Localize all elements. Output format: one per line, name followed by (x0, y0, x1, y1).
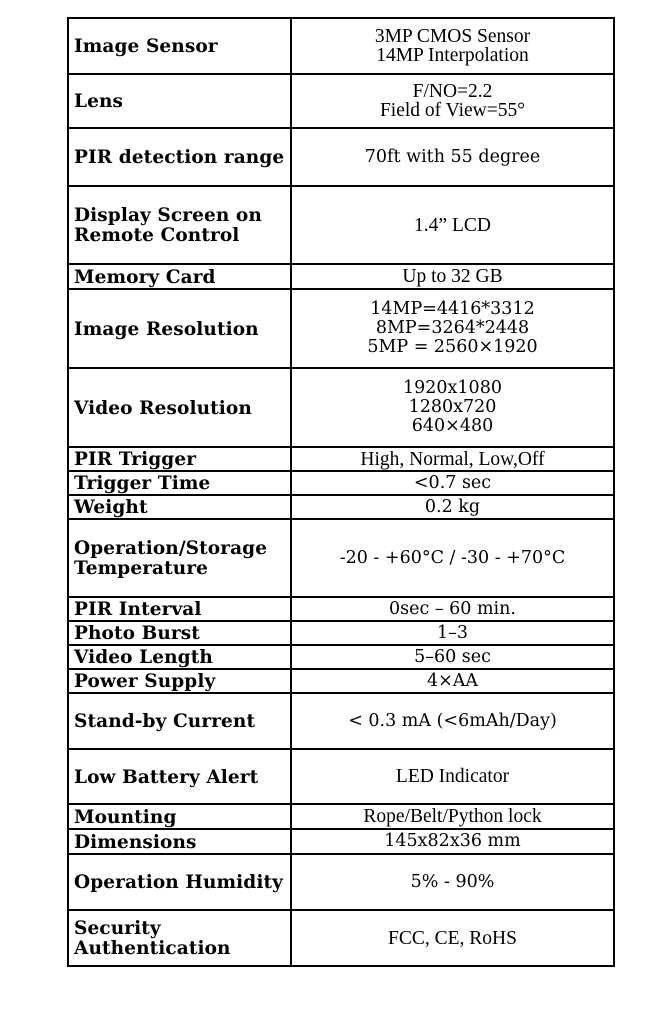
spec-row-video-length (68, 645, 614, 669)
spec-value: 5–60 sec (291, 645, 614, 669)
spec-value: Rope/Belt/Python lock (291, 804, 614, 829)
spec-value: FCC, CE, RoHS (291, 910, 614, 966)
spec-label: Memory Card (68, 264, 291, 289)
spec-value: < 0.3 mA (<6mAh/Day) (291, 693, 614, 749)
spec-label: Operation Humidity (68, 854, 291, 910)
spec-label: Image Resolution (68, 289, 291, 368)
spec-value: Up to 32 GB (291, 264, 614, 289)
spec-label: PIR Trigger (68, 447, 291, 471)
spec-label: Low Battery Alert (68, 749, 291, 804)
spec-row-low-battery-alert (68, 749, 614, 804)
spec-row-video-resolution (68, 368, 614, 447)
spec-row-photo-burst (68, 621, 614, 645)
spec-row-security-authentication (68, 910, 614, 966)
spec-value: LED Indicator (291, 749, 614, 804)
spec-label: Trigger Time (68, 471, 291, 495)
spec-row-temperature (68, 519, 614, 597)
spec-value: -20 - +60°C / -30 - +70°C (291, 519, 614, 597)
spec-label: Display Screen on Remote Control (68, 186, 291, 264)
spec-label: Operation/Storage Temperature (68, 519, 291, 597)
spec-row-mounting (68, 804, 614, 829)
spec-label: Lens (68, 74, 291, 128)
spec-value: 4×AA (291, 669, 614, 693)
spec-value: 14MP=4416*3312 8MP=3264*2448 5MP = 2560×1920 (291, 289, 614, 368)
spec-label: Photo Burst (68, 621, 291, 645)
spec-row-memory-card (68, 264, 614, 289)
spec-row-standby-current (68, 693, 614, 749)
spec-row-trigger-time (68, 471, 614, 495)
spec-value: High, Normal, Low,Off (291, 447, 614, 471)
spec-label: Mounting (68, 804, 291, 829)
spec-row-display-screen (68, 186, 614, 264)
spec-label: Power Supply (68, 669, 291, 693)
spec-value: 1920x1080 1280x720 640×480 (291, 368, 614, 447)
spec-value: F/NO=2.2 Field of View=55° (291, 74, 614, 128)
spec-row-image-sensor (68, 18, 614, 74)
spec-label: Stand-by Current (68, 693, 291, 749)
spec-value: 145x82x36 mm (291, 829, 614, 854)
spec-label: Weight (68, 495, 291, 519)
spec-value: <0.7 sec (291, 471, 614, 495)
spec-value: 0sec – 60 min. (291, 597, 614, 621)
spec-label: Video Length (68, 645, 291, 669)
spec-row-pir-interval (68, 597, 614, 621)
spec-label: Security Authentication (68, 910, 291, 966)
spec-value: 3MP CMOS Sensor 14MP Interpolation (291, 18, 614, 74)
spec-label: Image Sensor (68, 18, 291, 74)
spec-row-pir-detection-range (68, 128, 614, 186)
spec-value: 1–3 (291, 621, 614, 645)
spec-row-power-supply (68, 669, 614, 693)
spec-table (67, 17, 615, 967)
spec-row-pir-trigger (68, 447, 614, 471)
spec-label: PIR detection range (68, 128, 291, 186)
spec-label: Dimensions (68, 829, 291, 854)
spec-row-lens (68, 74, 614, 128)
spec-value: 0.2 kg (291, 495, 614, 519)
spec-value: 70ft with 55 degree (291, 128, 614, 186)
spec-label: PIR Interval (68, 597, 291, 621)
spec-row-dimensions (68, 829, 614, 854)
spec-row-weight (68, 495, 614, 519)
spec-row-operation-humidity (68, 854, 614, 910)
spec-value: 5% - 90% (291, 854, 614, 910)
spec-row-image-resolution (68, 289, 614, 368)
spec-value: 1.4” LCD (291, 186, 614, 264)
spec-label: Video Resolution (68, 368, 291, 447)
